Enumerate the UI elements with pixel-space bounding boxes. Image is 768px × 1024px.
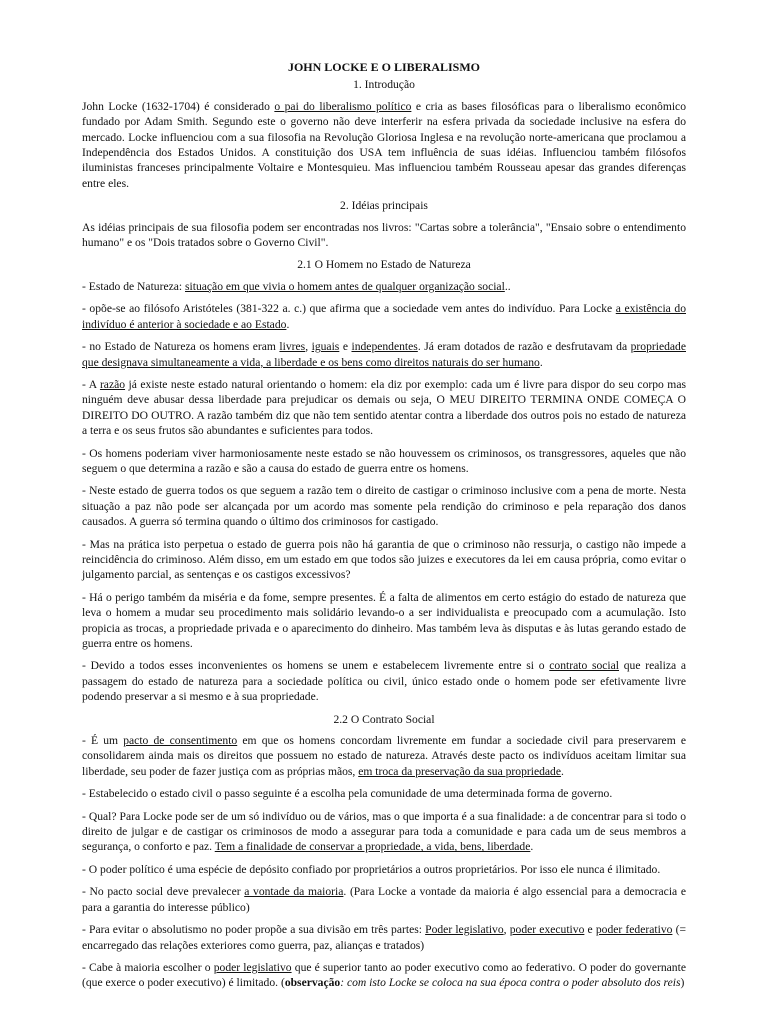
paragraph [82, 960, 686, 991]
italic-text: : com isto Locke se coloca na sua época contra o poder absoluto dos reis [340, 976, 681, 990]
text-run: já existe neste estado natural orientando o homem: ela diz por exemplo: cada um é livre para dispor do seu corpo mas ninguém deve abusar dessa liberdade para prejudicar os demais ou seja, O MEU DIREITO TERMINA ONDE COMEÇA O DIREITO DO OUTRO. A razão também diz que não tem sentido atentar contra a liberdade dos outros pois no estado de natureza a terra e os seus frutos são abundantes e suficientes para todos. [82, 377, 686, 438]
underlined-text: a existência do indivíduo é anterior à sociedade e ao Estado [82, 302, 686, 331]
underlined-text: poder legislativo [213, 960, 292, 974]
paragraph [82, 483, 686, 529]
text-run: . (Para Locke a vontade da maioria é algo essencial para a democracia e para a garantia do interesse público) [82, 885, 686, 914]
text-run: que realiza a passagem do estado de natureza para a sociedade política ou civil, único estado onde o homem pode ser efetivamente livre podendo preservar a si mesmo e à sua propriedade. [82, 659, 686, 704]
paragraph [82, 922, 686, 953]
text-run: - no Estado de Natureza os homens eram [82, 340, 280, 354]
text-run: em que os homens concordam livremente em fundar a sociedade civil para preservarem e consolidarem ainda mais os direitos que possuem no estado de natureza. Através deste pacto os indivíduos aceitam limitar sua liberdade, seu poder de fazer justiça com as próprias mãos, [82, 734, 687, 778]
paragraph [82, 786, 686, 801]
paragraph [82, 99, 686, 191]
underlined-text: independentes [351, 340, 418, 354]
text-run: - Mas na prática isto perpetua o estado de guerra pois não há garantia de que o criminoso não ressurja, o castigo não impede a reincidência do criminoso. Além disso, em um estado em que todos são juizes e executores da lei em causa própria, como evitar o julgamento parcial, as sentenças e os castigos excessivos? [82, 537, 686, 582]
underlined-text: contrato social [549, 659, 620, 673]
underlined-text: propriedade que designava simultaneamente a vida, a liberdade e os bens como direitos naturais do ser humano [82, 340, 686, 369]
underlined-text: situação em que vivia o homem antes de qualquer organização social [185, 279, 505, 293]
text-run: que é superior tanto ao poder executivo como ao federativo. O poder do governante (que exerce o poder executivo) é limitado. ( [82, 960, 686, 990]
text-run: , [305, 340, 312, 354]
text-run: John Locke (1632-1704) é considerado [82, 99, 275, 113]
underlined-text: iguais [311, 340, 340, 354]
section-heading: 1. Introdução [353, 78, 415, 92]
text-run: - Qual? Para Locke pode ser de um só indivíduo ou de vários, mas o que importa é a sua finalidade: a de concentrar para si todo o direito de julgar e de castigar os criminosos de modo a assegurar para toda a comunidade e para cada um de seus membros a segurança, o conforto e paz. [82, 809, 686, 854]
paragraph [82, 279, 686, 294]
text-run: - É um [82, 734, 124, 748]
paragraph [82, 862, 686, 877]
text-run: - Devido a todos esses inconvenientes os homens se unem e estabelecem livremente entre si o [82, 659, 550, 673]
text-run: - Cabe à maioria escolher o [82, 960, 214, 974]
underlined-text: poder federativo [595, 923, 673, 937]
text-run: e cria as bases filosóficas para o liberalismo econômico fundado por Adam Smith. Segundo este o governo não deve interferir na esfera privada da sociedade inclusive na esfera do mercado. Locke influenciou com a sua filosofia na Revolução Gloriosa Inglesa e na revolução norte-americana que proclamou a Independência dos Estados Unidos. A constituição dos USA tem influência de suas idéias. Influenciou também filósofos iluministas franceses principalmente Voltaire e Montesquieu. Mas influenciou também Rousseau apesar das grandes diferenças entre eles. [82, 99, 686, 190]
text-run: - Neste estado de guerra todos os que seguem a razão tem o direito de castigar o criminoso inclusive com a pena de morte. Nesta situação a paz não pode ser alcançada por um acordo mas somente pela rendição do criminoso e pela reparação dos danos causados. A guerra só termina quando o último dos criminosos for castigado. [82, 484, 686, 529]
text-run: , [503, 923, 510, 937]
text-run: e [339, 340, 352, 354]
paragraph [82, 658, 686, 704]
paragraph [82, 809, 686, 855]
text-run: . [286, 317, 290, 331]
paragraph [82, 377, 686, 439]
text-run: . Já eram dotados de razão e desfrutavam da [417, 340, 631, 354]
text-run: . [539, 355, 543, 369]
underlined-text: Poder legislativo [425, 923, 504, 937]
paragraph [82, 884, 686, 915]
underlined-text: a vontade da maioria [244, 885, 344, 899]
section-heading: 2.2 O Contrato Social [333, 712, 435, 726]
paragraph [82, 537, 686, 583]
underlined-text: poder executivo [509, 923, 585, 937]
text-run: - Os homens poderiam viver harmoniosamente neste estado se não houvessem os criminosos, os transgressores, aqueles que não seguem o que determina a razão e são a causa do estado de guerra entre os homens. [82, 446, 686, 475]
section-heading: 2. Idéias principais [340, 199, 428, 213]
paragraph [82, 733, 686, 779]
underlined-text: em troca da preservação da sua propriedade [358, 764, 562, 778]
paragraph [82, 220, 686, 251]
underlined-text: razão [99, 377, 126, 391]
section-heading: 2.1 O Homem no Estado de Natureza [297, 258, 471, 272]
text-run: - Para evitar o absolutismo no poder propõe a sua divisão em três partes: [82, 923, 426, 937]
text-run: As idéias principais de sua filosofia podem ser encontradas nos livros: "Cartas sobre a tolerância", "Ensaio sobre o entendimento humano" e os "Dois tratados sobre o Governo Civil". [82, 220, 686, 250]
bold-text: observação [284, 976, 341, 990]
underlined-text: pacto de consentimento [123, 734, 238, 748]
text-run: . [561, 764, 564, 778]
underlined-text: o pai do liberalismo político [274, 99, 412, 113]
text-run: - Há o perigo também da miséria e da fome, sempre presentes. É a falta de alimentos em certo estágio do estado de natureza que leva o homem a mudar seu procedimento mais solidário levando-o a ser individualista e preocupado com a acumulação. Isto propicia as trocas, a propriedade privada e o aparecimento do dinheiro. Mas também leva às disputas e às lutas gerando estado de guerra entre os homens. [82, 590, 686, 650]
paragraph [82, 301, 686, 332]
underlined-text: Tem a finalidade de conservar a propriedade, a vida, bens, liberdade [214, 840, 531, 854]
text-run: - A [82, 377, 100, 391]
text-run: .. [504, 279, 511, 293]
paragraph [82, 446, 686, 477]
underlined-text: livres [279, 340, 306, 354]
text-run: - No pacto social deve prevalecer [82, 885, 245, 899]
document-body [82, 77, 686, 990]
text-run: . [530, 840, 534, 854]
text-run: (= encarregado das relações exteriores como guerra, paz, alianças e tratados) [82, 923, 686, 952]
document-title: JOHN LOCKE E O LIBERALISMO [287, 60, 481, 74]
text-run: - Estado de Natureza: [82, 279, 186, 293]
paragraph [82, 339, 686, 370]
text-run: ) [680, 976, 685, 990]
text-run: - opõe-se ao filósofo Aristóteles (381-322 a. c.) que afirma que a sociedade vem antes do indivíduo. Para Locke [82, 302, 616, 316]
text-run: e [584, 923, 596, 937]
text-run: - O poder político é uma espécie de depósito confiado por proprietários a outros proprietários. Por isso ele nunca é ilimitado. [82, 862, 661, 876]
paragraph [82, 590, 686, 652]
text-run: - Estabelecido o estado civil o passo seguinte é a escolha pela comunidade de uma determinada forma de governo. [82, 787, 613, 801]
